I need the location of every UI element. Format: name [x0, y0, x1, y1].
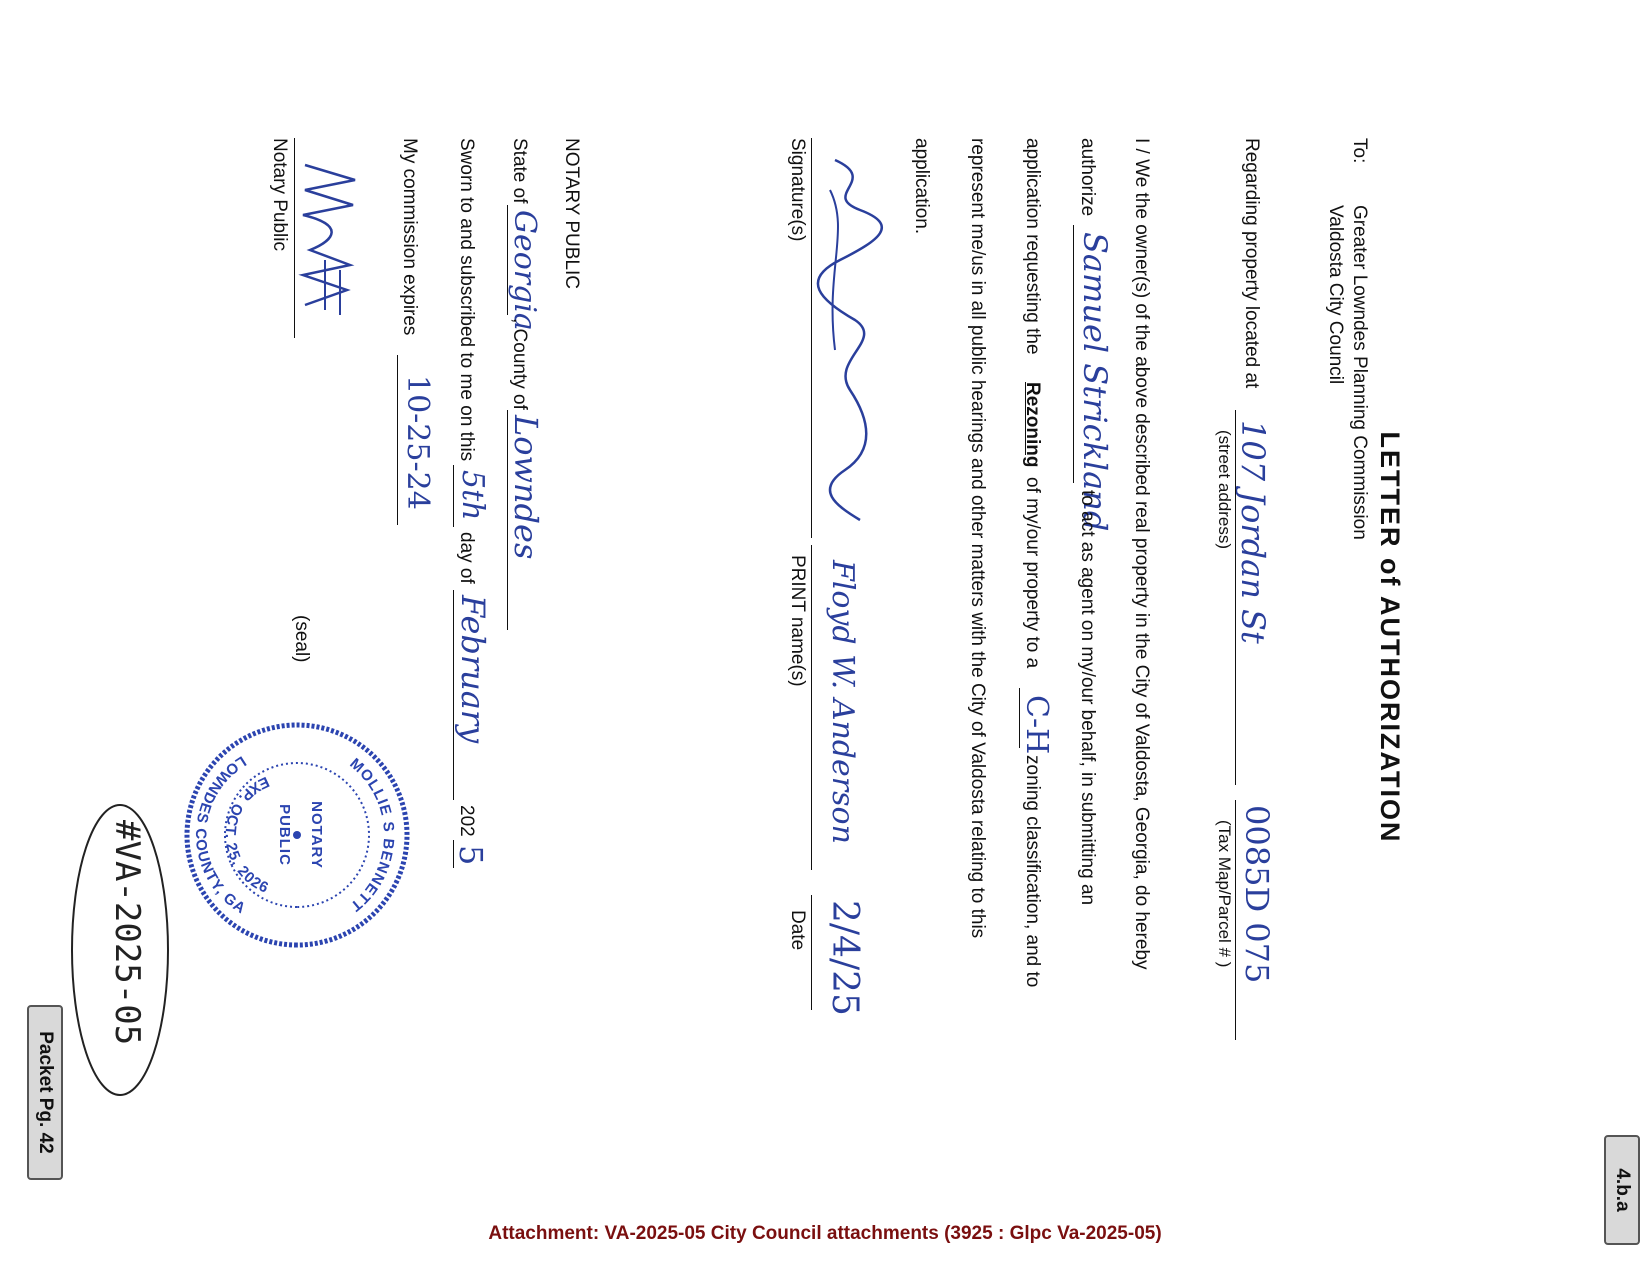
date-value: 2/4/25 — [824, 900, 865, 1016]
print-name-line — [811, 545, 812, 870]
svg-text:PUBLIC: PUBLIC — [276, 804, 293, 866]
zoning-value: C-H — [1019, 695, 1054, 755]
line3-prefix: application requesting the — [1022, 138, 1043, 355]
to-line-city-council: Valdosta City Council — [1325, 205, 1346, 385]
body-line-4: represent me/us in all public hearings and other matters with the City of Valdosta relating to this — [967, 138, 988, 939]
print-name-value: Floyd W. Anderson — [825, 560, 860, 844]
street-address-label: (street address) — [1215, 430, 1234, 550]
seal-label: (seal) — [291, 615, 312, 663]
agent-name-line — [1073, 225, 1074, 483]
property-prefix: Regarding property located at — [1241, 138, 1262, 389]
commission-line — [397, 355, 398, 525]
parcel-line — [1235, 800, 1236, 1040]
print-name-label: PRINT name(s) — [787, 555, 808, 687]
year-line — [453, 840, 454, 868]
to-line-planning-commission: Greater Lowndes Planning Commission — [1349, 205, 1370, 540]
street-address-value: 107 Jordan St — [1234, 420, 1272, 644]
svg-text:EXP. OCT. 25, 2026: EXP. OCT. 25, 2026 — [221, 772, 272, 898]
notary-seal — [182, 720, 412, 950]
commission-prefix: My commission expires — [399, 138, 420, 336]
to-label: To: — [1349, 138, 1370, 164]
county-line — [507, 410, 508, 630]
attachment-caption: Attachment: VA-2025-05 City Council attachments (3925 : Glpc Va-2025-05) — [488, 1223, 1162, 1244]
date-label: Date — [787, 910, 808, 951]
authorize-prefix: authorize — [1077, 138, 1098, 217]
day-value: 5th — [455, 470, 490, 521]
authorize-suffix: to act as agent on my/our behalf, in submitting an — [1077, 490, 1098, 906]
case-number-annotation — [65, 800, 175, 1100]
notary-heading: NOTARY PUBLIC — [561, 138, 582, 289]
agent-name-value: Samuel Strickland — [1076, 232, 1114, 532]
agenda-tag-badge: 4.b.a — [1604, 1135, 1640, 1245]
state-line — [507, 205, 508, 315]
body-line-5: application. — [911, 138, 932, 235]
parcel-label: (Tax Map/Parcel # ) — [1215, 820, 1234, 968]
month-line — [453, 590, 454, 800]
owner-signature — [810, 150, 890, 530]
line3-mid: of my/our property to a — [1022, 477, 1043, 669]
parcel-value: 0085D 075 — [1238, 805, 1276, 984]
line3-suffix: zoning classification, and to — [1022, 755, 1043, 988]
state-value: Georgia — [507, 210, 542, 331]
year-prefix: 202 — [456, 805, 477, 837]
notary-signature — [285, 160, 365, 320]
sworn-prefix: Sworn to and subscribed to me on this — [456, 138, 477, 462]
notary-public-label: Notary Public — [269, 138, 290, 251]
year-value: 5 — [452, 845, 490, 866]
day-of-label: day of — [456, 532, 477, 584]
state-prefix: State of — [509, 138, 530, 204]
signature-line — [811, 138, 812, 538]
county-value: Lowndes — [507, 415, 545, 560]
svg-text:LOWNDES COUNTY, GA: LOWNDES COUNTY, GA — [191, 752, 250, 918]
body-line-1: I / We the owner(s) of the above described real property in the City of Valdosta, Georgia, do hereby — [1131, 138, 1152, 970]
document-title: LETTER of AUTHORIZATION — [1375, 431, 1405, 844]
day-line — [453, 465, 454, 527]
zoning-line — [1019, 688, 1020, 748]
commission-value: 10-25-24 — [400, 375, 435, 510]
street-address-line — [1235, 410, 1236, 785]
month-value: February — [454, 595, 492, 744]
notary-signature-line — [294, 138, 295, 338]
date-line — [811, 895, 812, 1010]
case-number-text: #VA-2025-05 — [107, 820, 147, 1046]
county-prefix: , County of — [509, 318, 530, 410]
packet-page-badge: Packet Pg. 42 — [27, 1005, 63, 1180]
svg-text:MOLLIE S BENNETT: MOLLIE S BENNETT — [346, 755, 398, 915]
signature-label: Signature(s) — [787, 138, 808, 242]
svg-text:NOTARY: NOTARY — [308, 801, 325, 869]
rezoning-term: Rezoning — [1022, 382, 1043, 468]
